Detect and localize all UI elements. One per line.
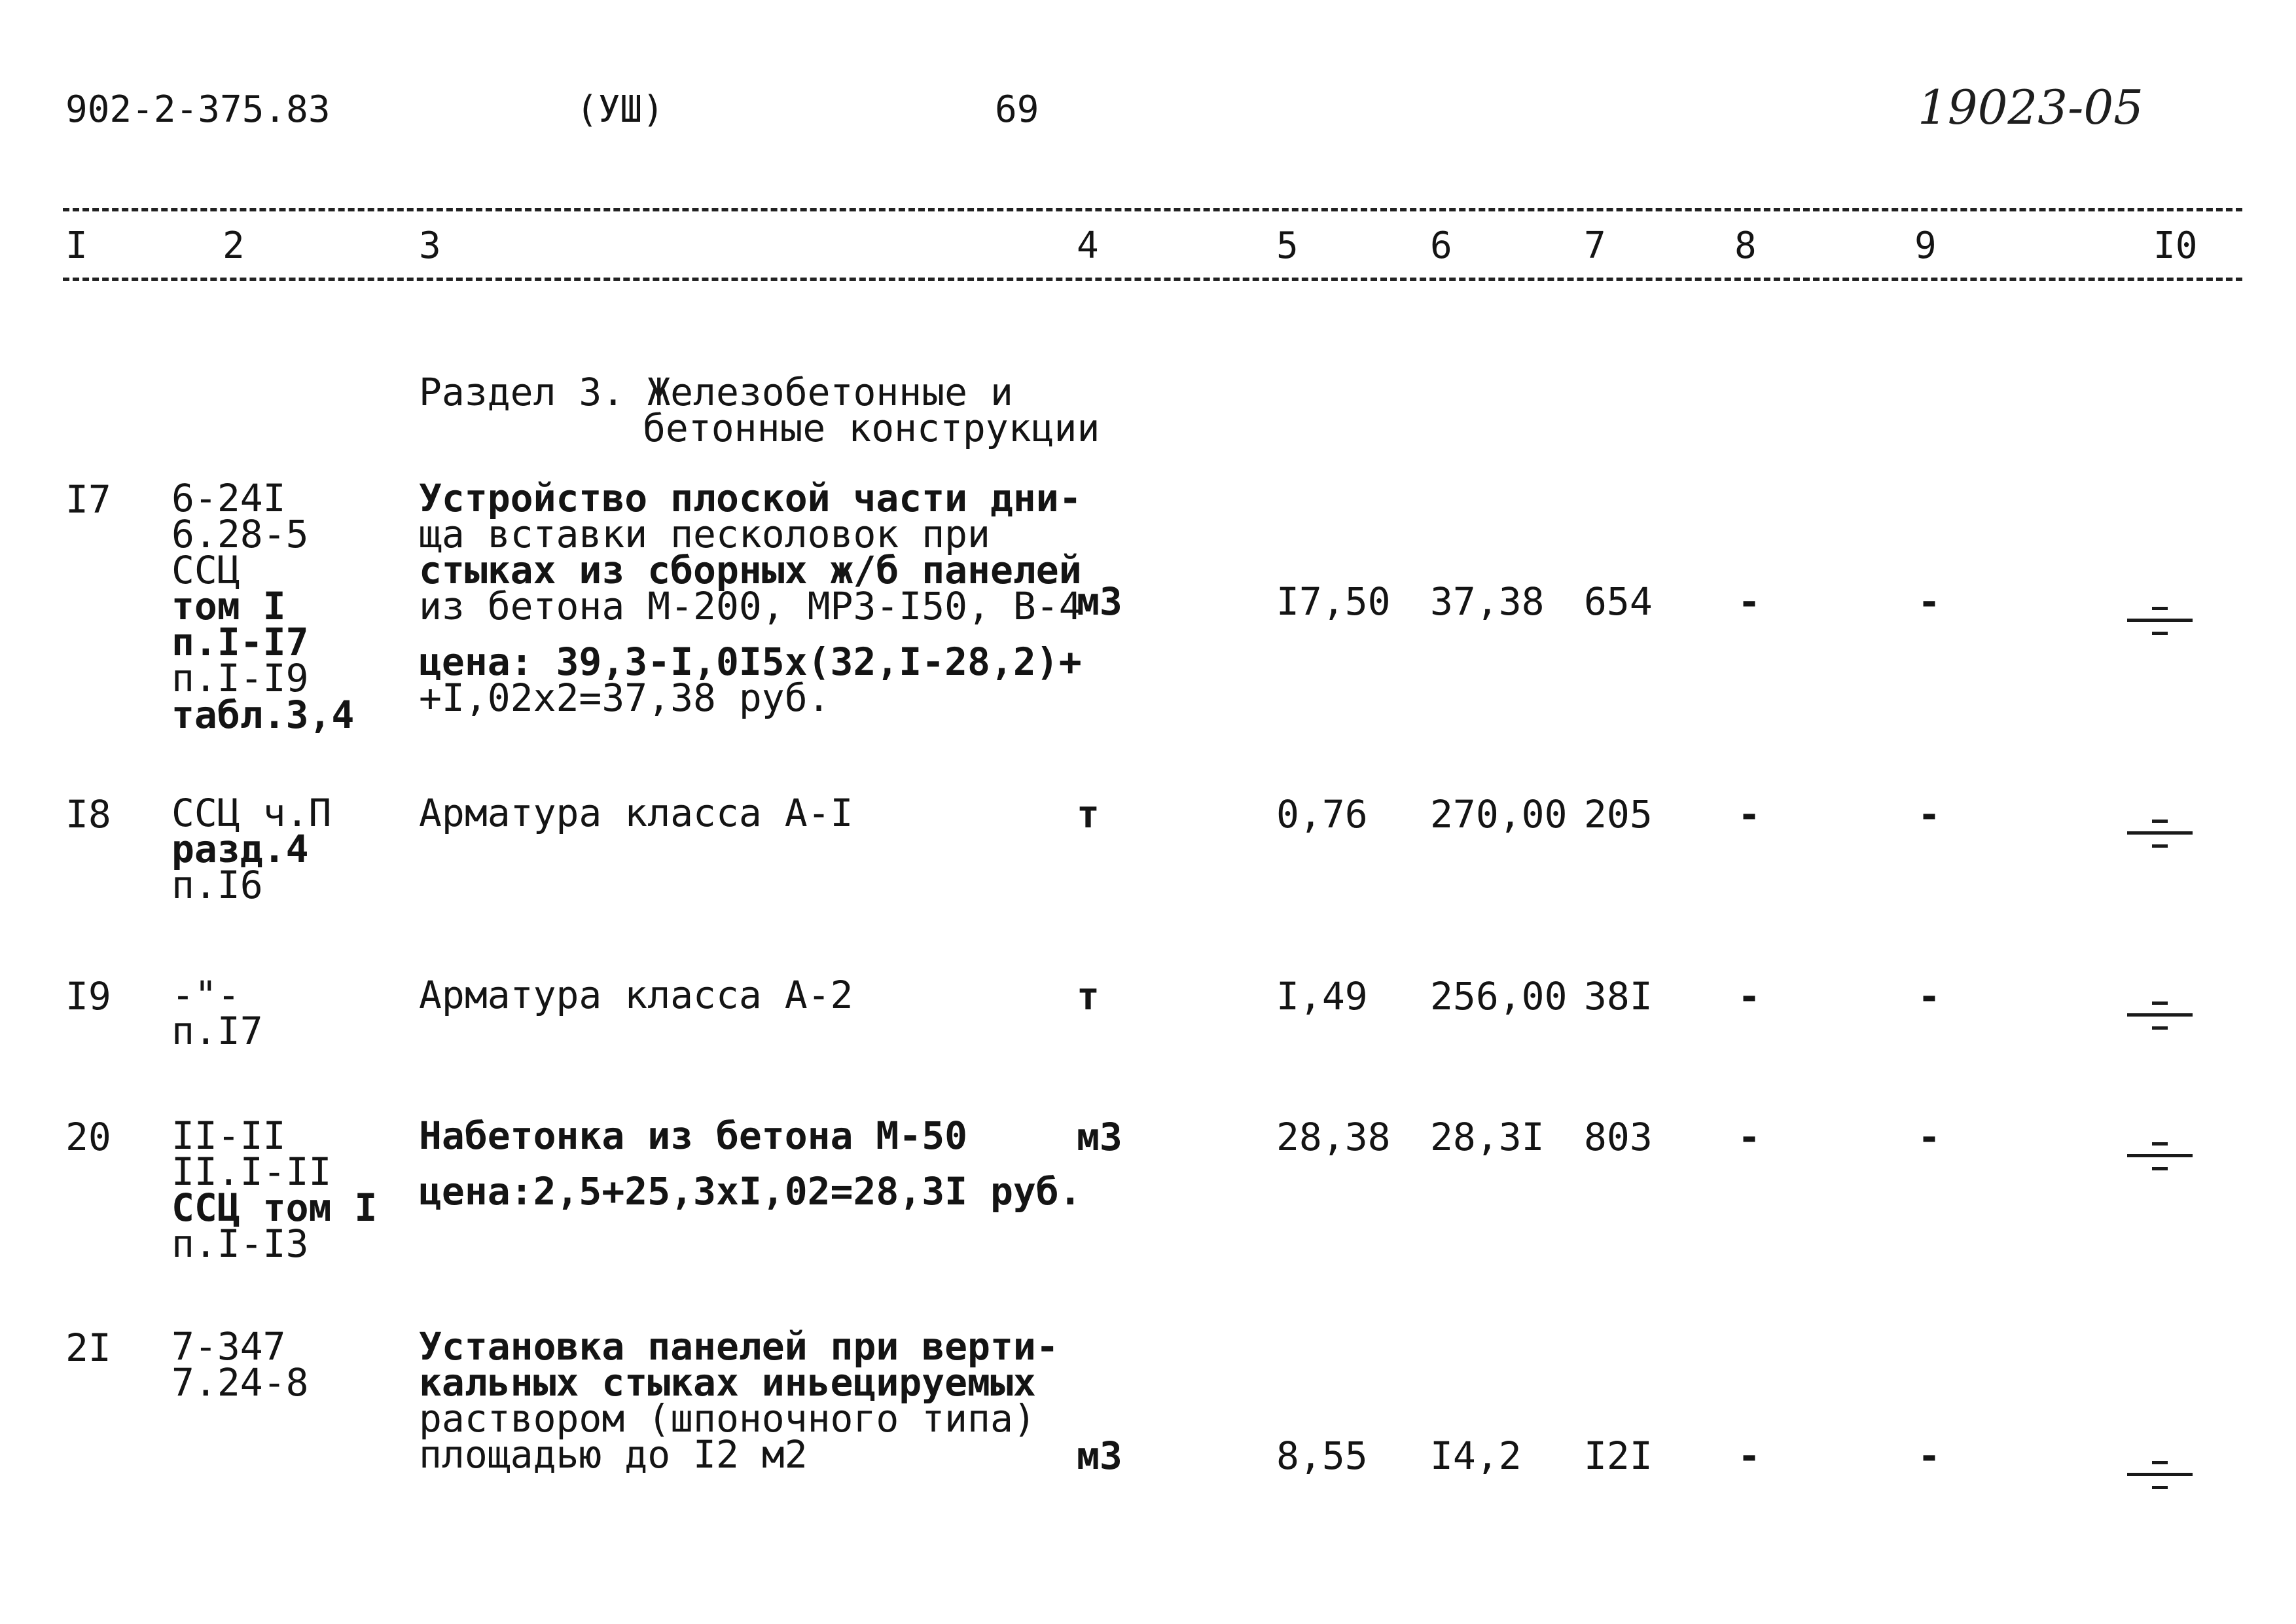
description-line: площадью до I2 м2: [419, 1432, 808, 1477]
header-rule-top: [63, 208, 2242, 211]
price-note-line: цена: 39,3-I,0I5х(32,I-28,2)+: [419, 640, 1082, 685]
column-8-cell: -: [1738, 1115, 1761, 1159]
unit-cell: м3: [1077, 579, 1122, 624]
description-cell: [419, 476, 1082, 721]
reference-line: II-II: [171, 1113, 286, 1158]
reference-cell: [171, 1324, 309, 1405]
description-line: Набетонка из бетона М-50: [419, 1113, 968, 1158]
reference-line: 6.28-5: [171, 512, 309, 557]
price-note-line: цена:2,5+25,3хI,02=28,3I руб.: [419, 1169, 1082, 1214]
column-9-cell: -: [1918, 792, 1941, 837]
column-8-cell: -: [1738, 792, 1761, 837]
description-line: Арматура класса А-2: [419, 973, 853, 1017]
column-number-3: 3: [419, 225, 441, 267]
section-heading-line: Раздел 3. Железобетонные и: [419, 370, 1013, 414]
quantity-cell: I7,50: [1276, 579, 1391, 624]
column-8-cell: -: [1738, 974, 1761, 1019]
column-9-cell: -: [1918, 974, 1941, 1019]
description-line: Устройство плоской части дни-: [419, 476, 1082, 520]
unit-price-cell: 256,00: [1430, 974, 1568, 1019]
reference-line: п.I7: [171, 1009, 263, 1054]
reference-cell: [171, 973, 263, 1054]
ditto-mark: [2127, 1453, 2193, 1499]
total-cell: 654: [1584, 579, 1653, 624]
column-9-cell: -: [1918, 1434, 1941, 1478]
quantity-cell: 0,76: [1276, 792, 1368, 837]
row-number: 2I: [65, 1326, 111, 1370]
ditto-mark: [2127, 994, 2193, 1039]
description-cell: [419, 1113, 1082, 1214]
column-number-4: 4: [1077, 225, 1099, 267]
reference-line: п.I6: [171, 863, 263, 908]
description-line: стыках из сборных ж/б панелей: [419, 548, 1082, 593]
unit-cell: т: [1077, 792, 1100, 837]
description-line: Установка панелей при верти-: [419, 1324, 1059, 1369]
reference-line: 6-24I: [171, 476, 286, 520]
ditto-mark: [2127, 599, 2193, 645]
handwritten-code: 19023-05: [1918, 80, 2144, 135]
reference-line: 7.24-8: [171, 1360, 309, 1405]
reference-cell: [171, 1113, 378, 1267]
column-number-7: 7: [1584, 225, 1606, 267]
ditto-mark: [2127, 812, 2193, 857]
reference-line: п.I-I7: [171, 620, 309, 665]
unit-price-cell: 28,3I: [1430, 1115, 1545, 1159]
reference-line: ССЦ ч.П: [171, 791, 332, 835]
description-line: раствором (шпоночного типа): [419, 1396, 1036, 1441]
column-number-6: 6: [1430, 225, 1452, 267]
description-cell: [419, 791, 853, 835]
total-cell: 205: [1584, 792, 1653, 837]
unit-cell: м3: [1077, 1115, 1122, 1159]
reference-line: ССЦ: [171, 548, 240, 593]
row-number: I7: [65, 477, 111, 522]
header-rule-bottom: [63, 278, 2242, 281]
page-number: 69: [995, 88, 1039, 131]
description-line: ща вставки песколовок при: [419, 512, 990, 557]
column-9-cell: -: [1918, 579, 1941, 624]
section-heading: [419, 370, 1100, 451]
reference-cell: [171, 791, 332, 908]
description-line: из бетона М-200, МРЗ-I50, В-4: [419, 584, 1082, 629]
description-cell: [419, 1324, 1059, 1477]
quantity-cell: I,49: [1276, 974, 1368, 1019]
document-part: (УШ): [576, 88, 664, 131]
description-cell: [419, 973, 853, 1017]
column-number-2: 2: [223, 225, 245, 267]
reference-line: 7-347: [171, 1324, 286, 1369]
total-cell: 38I: [1584, 974, 1653, 1019]
column-number-8: 8: [1734, 225, 1757, 267]
column-number-1: I: [65, 225, 88, 267]
unit-cell: т: [1077, 974, 1100, 1019]
quantity-cell: 8,55: [1276, 1434, 1368, 1478]
section-heading-line: бетонные конструкции: [643, 406, 1100, 451]
column-number-5: 5: [1276, 225, 1299, 267]
unit-price-cell: I4,2: [1430, 1434, 1522, 1478]
unit-price-cell: 270,00: [1430, 792, 1568, 837]
row-number: 20: [65, 1115, 111, 1159]
description-line: кальных стыках иньецируемых: [419, 1360, 1036, 1405]
total-cell: 803: [1584, 1115, 1653, 1159]
reference-line: том I: [171, 584, 286, 629]
reference-line: п.I-I3: [171, 1221, 309, 1267]
quantity-cell: 28,38: [1276, 1115, 1391, 1159]
column-number-10: I0: [2153, 225, 2198, 267]
column-8-cell: -: [1738, 579, 1761, 624]
unit-price-cell: 37,38: [1430, 579, 1545, 624]
column-9-cell: -: [1918, 1115, 1941, 1159]
row-number: I9: [65, 974, 111, 1019]
unit-cell: м3: [1077, 1434, 1122, 1478]
reference-line: ССЦ том I: [171, 1185, 378, 1231]
column-8-cell: -: [1738, 1434, 1761, 1478]
description-line: Арматура класса А-I: [419, 791, 853, 835]
document-code: 902-2-375.83: [65, 88, 331, 131]
reference-cell: [171, 476, 355, 737]
reference-line: табл.3,4: [171, 692, 355, 737]
reference-line: -"-: [171, 973, 240, 1017]
reference-line: II.I-II: [171, 1149, 332, 1195]
row-number: I8: [65, 792, 111, 837]
column-number-9: 9: [1914, 225, 1937, 267]
reference-line: разд.4: [171, 827, 309, 872]
reference-line: п.I-I9: [171, 656, 309, 701]
ditto-mark: [2127, 1134, 2193, 1180]
price-note-line: +I,02х2=37,38 руб.: [419, 676, 831, 721]
total-cell: I2I: [1584, 1434, 1653, 1478]
